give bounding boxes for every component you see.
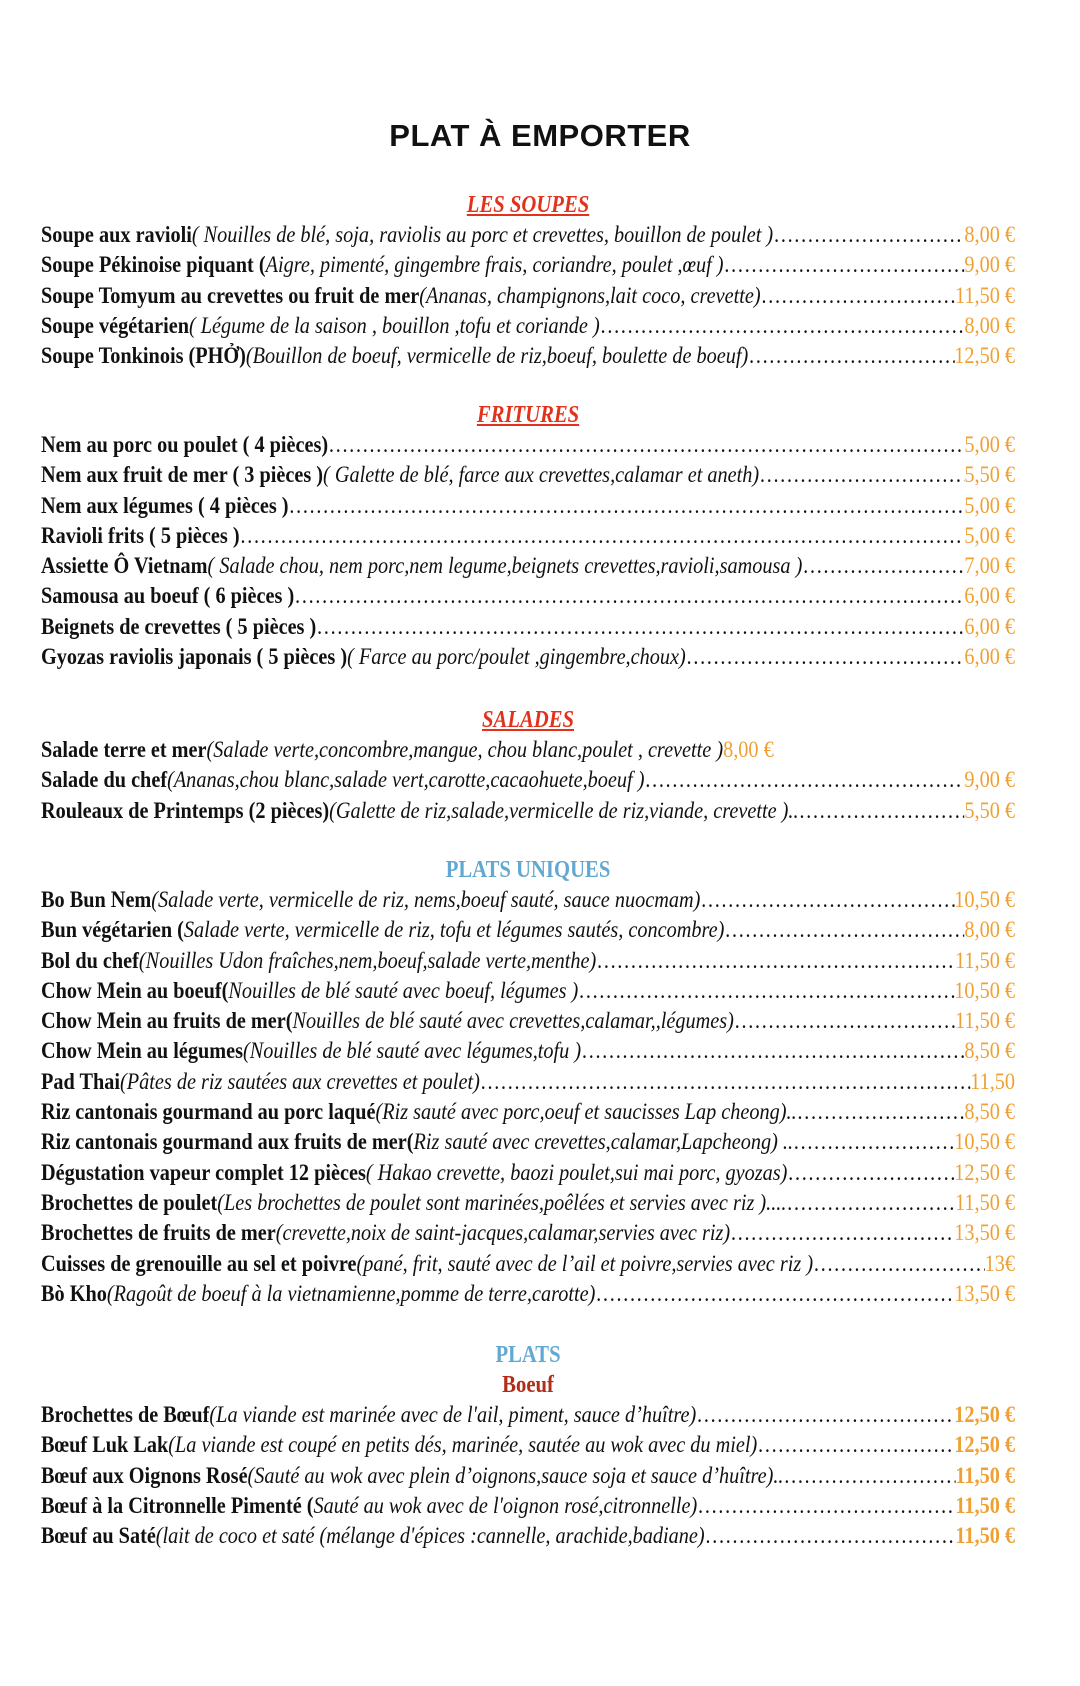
dot-leader <box>595 1279 954 1309</box>
item-price: 12,50 € <box>954 343 1016 370</box>
item-name: Brochettes de poulet <box>41 1189 218 1216</box>
item-price: 6,00 € <box>964 583 1016 610</box>
dot-leader <box>328 430 964 460</box>
dot-leader <box>813 1249 985 1279</box>
item-price: 5,00 € <box>964 432 1016 458</box>
item-name: Brochettes de Bœuf <box>41 1402 210 1428</box>
dot-leader <box>793 1127 954 1157</box>
item-name: Nem au porc ou poulet ( 4 pièces) <box>41 432 329 458</box>
item-name: Gyozas raviolis japonais ( 5 pièces ) <box>41 644 348 671</box>
dot-leader <box>773 220 964 250</box>
item-name: Beignets de crevettes ( 5 pièces ) <box>41 613 317 640</box>
item-description: Nouilles de blé sauté avec boeuf, légumes ) <box>228 977 579 1004</box>
dot-leader <box>294 581 964 611</box>
item-price: 8,00 € <box>964 222 1016 248</box>
section-salades <box>41 705 1015 826</box>
item-name: Bò Kho <box>41 1280 107 1307</box>
item-description: (La viande est marinée avec de l'ail, piment, sauce d’huître) <box>209 1402 697 1428</box>
item-name: Chow Mein au légumes <box>41 1038 244 1065</box>
item-name: Bœuf Luk Lak <box>41 1432 169 1459</box>
menu-item <box>41 1279 1015 1309</box>
item-price: 11,50 € <box>955 282 1016 309</box>
dot-leader <box>724 250 965 280</box>
item-price: 13€ <box>984 1250 1016 1277</box>
menu-item <box>41 1400 1015 1430</box>
item-price: 8,50 € <box>964 1099 1016 1126</box>
item-price: 9,00 € <box>964 767 1016 794</box>
menu-item <box>41 430 1015 460</box>
item-description: (Ragoût de boeuf à la vietnamienne,pomme de terre,carotte) <box>106 1280 596 1307</box>
dot-leader <box>759 460 964 490</box>
item-description: (Salade verte, vermicelle de riz, nems,boeuf sauté, sauce nuocmam) <box>151 887 701 913</box>
item-name: Riz cantonais gourmand au porc laqué <box>41 1099 376 1126</box>
item-price: 5,00 € <box>964 492 1016 519</box>
item-description: (crevette,noix de saint-jacques,calamar,servies avec riz) <box>275 1220 731 1247</box>
item-description: Salade verte, vermicelle de riz, tofu et légumes sautés, concombre) <box>183 917 725 944</box>
item-name: Dégustation vapeur complet 12 pièces <box>41 1159 366 1186</box>
item-price: 8,00 € <box>723 737 774 763</box>
item-price: 5,50 € <box>964 797 1016 824</box>
menu-item <box>41 341 1015 371</box>
dot-leader <box>697 1491 955 1521</box>
dot-leader <box>734 1006 955 1036</box>
item-description: (lait de coco et saté (mélange d'épices :cannelle, arachide,badiane) <box>155 1523 705 1550</box>
item-name: Nem aux légumes ( 4 pièces ) <box>41 492 289 519</box>
item-name: Brochettes de fruits de mer <box>41 1220 276 1247</box>
menu-item <box>41 521 1015 551</box>
menu-item <box>41 1461 1015 1491</box>
menu-item <box>41 796 1015 826</box>
item-description: (pané, frit, sauté avec de l’ail et poivre,servies avec riz ) <box>356 1250 814 1277</box>
item-price: 10,50 € <box>954 887 1016 913</box>
item-description: (Bouillon de boeuf, vermicelle de riz,boeuf, boulette de boeuf) <box>245 343 749 370</box>
dot-leader <box>802 551 964 581</box>
item-name: Bœuf à la Citronnelle Pimenté ( <box>41 1492 314 1519</box>
dot-leader <box>644 765 964 795</box>
item-description: (Riz sauté avec porc,oeuf et saucisses Lap cheong).. <box>375 1099 797 1126</box>
item-name: Ravioli frits ( 5 pièces ) <box>41 522 240 549</box>
menu-item <box>41 1097 1015 1127</box>
item-description: (Pâtes de riz sautées aux crevettes et poulet) <box>120 1068 480 1095</box>
dot-leader <box>581 1036 964 1066</box>
item-price: 13,50 € <box>954 1220 1016 1247</box>
menu-item <box>41 491 1015 521</box>
item-price: 12,50 € <box>954 1159 1016 1186</box>
section-heading: LES SOUPES <box>466 192 590 218</box>
item-description: (Galette de riz,salade,vermicelle de riz,viande, crevette ).. <box>329 797 799 824</box>
section-heading: SALADES <box>482 707 575 733</box>
section-heading: PLATS UNIQUES <box>445 857 611 883</box>
item-description: Sauté au wok avec de l'oignon rosé,citronnelle) <box>313 1492 698 1519</box>
item-name: Samousa au boeuf ( 6 pièces ) <box>41 583 295 610</box>
dot-leader <box>757 1430 954 1460</box>
item-name: Soupe Tonkinois (PHỞ) <box>41 343 246 370</box>
item-name: Soupe Pékinoise piquant ( <box>41 252 266 279</box>
dot-leader <box>799 796 965 826</box>
item-description: (Les brochettes de poulet sont marinées,poêlées et servies avec riz ).... <box>217 1189 787 1216</box>
dot-leader <box>797 1097 965 1127</box>
item-price: 11,50 € <box>955 947 1016 974</box>
item-price: 12,50 € <box>954 1432 1016 1459</box>
item-name: Bun végétarien ( <box>41 917 184 944</box>
item-description: (Sauté au wok avec plein d’oignons,sauce soja et sauce d’huître).. <box>247 1462 784 1489</box>
dot-leader <box>686 642 965 672</box>
item-description: (Nouilles de blé sauté avec légumes,tofu ) <box>243 1038 582 1065</box>
dot-leader <box>761 281 955 311</box>
item-name: Bœuf aux Oignons Rosé <box>41 1462 248 1489</box>
section-subheading: Boeuf <box>502 1372 554 1398</box>
item-description: (Nouilles Udon fraîches,nem,boeuf,salade verte,menthe) <box>138 947 597 974</box>
item-name: Rouleaux de Printemps (2 pièces) <box>41 797 330 824</box>
section-plats-uniques <box>41 855 1015 1309</box>
menu-item <box>41 1188 1015 1218</box>
dot-leader <box>786 1188 955 1218</box>
menu-item <box>41 1036 1015 1066</box>
item-description: ( Farce au porc/poulet ,gingembre,choux) <box>347 644 686 671</box>
menu-item <box>41 915 1015 945</box>
item-description: (Ananas, champignons,lait coco, crevette) <box>419 282 761 309</box>
section-fritures <box>41 400 1015 672</box>
dot-leader <box>783 1461 955 1491</box>
item-price: 9,00 € <box>964 252 1016 279</box>
item-description: Riz sauté avec crevettes,calamar,Lapcheong) .. <box>413 1129 794 1156</box>
item-name: Salade du chef <box>41 767 168 794</box>
dot-leader <box>724 915 964 945</box>
item-price: 11,50 € <box>955 1008 1016 1035</box>
item-price: 11,50 € <box>955 1462 1016 1489</box>
section-soupes <box>41 190 1015 371</box>
menu-item <box>41 642 1015 672</box>
item-name: Bo Bun Nem <box>41 887 152 913</box>
menu-item <box>41 460 1015 490</box>
item-name: Pad Thai <box>41 1068 121 1095</box>
item-price: 11,50 € <box>955 1492 1016 1519</box>
item-name: Soupe aux ravioli <box>41 222 192 248</box>
item-name: Bœuf au Saté <box>41 1523 156 1550</box>
dot-leader <box>289 491 965 521</box>
item-price: 8,00 € <box>964 917 1016 944</box>
section-heading: PLATS <box>495 1342 561 1368</box>
item-name: Nem aux fruit de mer ( 3 pièces ) <box>41 462 324 489</box>
item-name: Salade terre et mer <box>41 737 207 763</box>
menu-item <box>41 1430 1015 1460</box>
dot-leader <box>787 1158 954 1188</box>
item-price: 6,00 € <box>964 644 1016 671</box>
item-description: (La viande est coupé en petits dés, marinée, sautée au wok avec du miel) <box>168 1432 758 1459</box>
item-price: 7,00 € <box>964 553 1016 580</box>
item-description: Aigre, pimenté, gingembre frais, coriandre, poulet ,œuf ) <box>265 252 724 279</box>
item-name: Chow Mein au boeuf( <box>41 977 229 1004</box>
menu-item <box>41 1127 1015 1157</box>
item-price: 8,00 € <box>964 312 1016 339</box>
menu-item <box>41 946 1015 976</box>
item-name: Soupe Tomyum au crevettes ou fruit de mer <box>41 282 420 309</box>
item-description: ( Salade chou, nem porc,nem legume,beignets crevettes,ravioli,samousa ) <box>207 553 803 580</box>
menu-item <box>41 612 1015 642</box>
item-description: (Ananas,chou blanc,salade vert,carotte,cacaohuete,boeuf ) <box>167 767 645 794</box>
dot-leader <box>600 311 965 341</box>
menu-item <box>41 281 1015 311</box>
item-name: Assiette Ô Vietnam <box>41 553 208 580</box>
item-description: ( Nouilles de blé, soja, raviolis au porc et crevettes, bouillon de poulet ) <box>191 222 774 248</box>
item-name: Cuisses de grenouille au sel et poivre <box>41 1250 357 1277</box>
menu-item <box>41 220 1015 250</box>
item-price: 13,50 € <box>954 1280 1016 1307</box>
menu-item <box>41 551 1015 581</box>
menu-item <box>41 581 1015 611</box>
item-price: 5,00 € <box>964 522 1016 549</box>
item-description: ( Galette de blé, farce aux crevettes,calamar et aneth) <box>323 462 760 489</box>
dot-leader <box>705 1521 956 1551</box>
item-price: 11,50 € <box>955 1523 1016 1550</box>
dot-leader <box>748 341 954 371</box>
dot-leader <box>316 612 964 642</box>
page-title: PLAT À EMPORTER <box>389 118 691 153</box>
menu-item <box>41 1491 1015 1521</box>
item-name: Bol du chef <box>41 947 139 974</box>
dot-leader <box>696 1400 954 1430</box>
item-price: 10,50 € <box>954 977 1016 1004</box>
dot-leader <box>240 521 965 551</box>
item-price: 6,00 € <box>964 613 1016 640</box>
menu-item <box>41 1521 1015 1551</box>
menu-item <box>41 885 1015 915</box>
menu-item <box>41 976 1015 1006</box>
item-price: 12,50 € <box>954 1402 1016 1428</box>
menu-item <box>41 1067 1015 1097</box>
menu-item <box>41 1249 1015 1279</box>
menu-item <box>41 735 1015 765</box>
item-price: 5,50 € <box>964 462 1016 489</box>
item-description: Nouilles de blé sauté avec crevettes,calamar,,légumes) <box>292 1008 734 1035</box>
item-description: ( Légume de la saison , bouillon ,tofu et coriande ) <box>188 312 600 339</box>
menu-item <box>41 765 1015 795</box>
item-name: Chow Mein au fruits de mer( <box>41 1008 293 1035</box>
dot-leader <box>730 1218 954 1248</box>
item-price: 11,50 € <box>955 1189 1016 1216</box>
menu-item <box>41 1158 1015 1188</box>
menu-item <box>41 1006 1015 1036</box>
section-plats-boeuf <box>41 1340 1015 1551</box>
dot-leader <box>596 946 955 976</box>
section-heading: FRITURES <box>476 402 580 428</box>
item-price: 8,50 € <box>964 1038 1016 1065</box>
dot-leader <box>480 1067 970 1097</box>
item-description: ( Hakao crevette, baozi poulet,sui mai porc, gyozas) <box>365 1159 788 1186</box>
item-name: Riz cantonais gourmand aux fruits de mer( <box>41 1129 414 1156</box>
item-name: Soupe végétarien <box>41 312 189 339</box>
menu-item <box>41 250 1015 280</box>
item-price: 10,50 € <box>954 1129 1016 1156</box>
item-description: (Salade verte,concombre,mangue, chou blanc,poulet , crevette ) <box>206 737 724 763</box>
dot-leader <box>700 885 954 915</box>
menu-item <box>41 311 1015 341</box>
dot-leader <box>578 976 954 1006</box>
menu-item <box>41 1218 1015 1248</box>
item-price: 11,50 <box>970 1068 1016 1095</box>
